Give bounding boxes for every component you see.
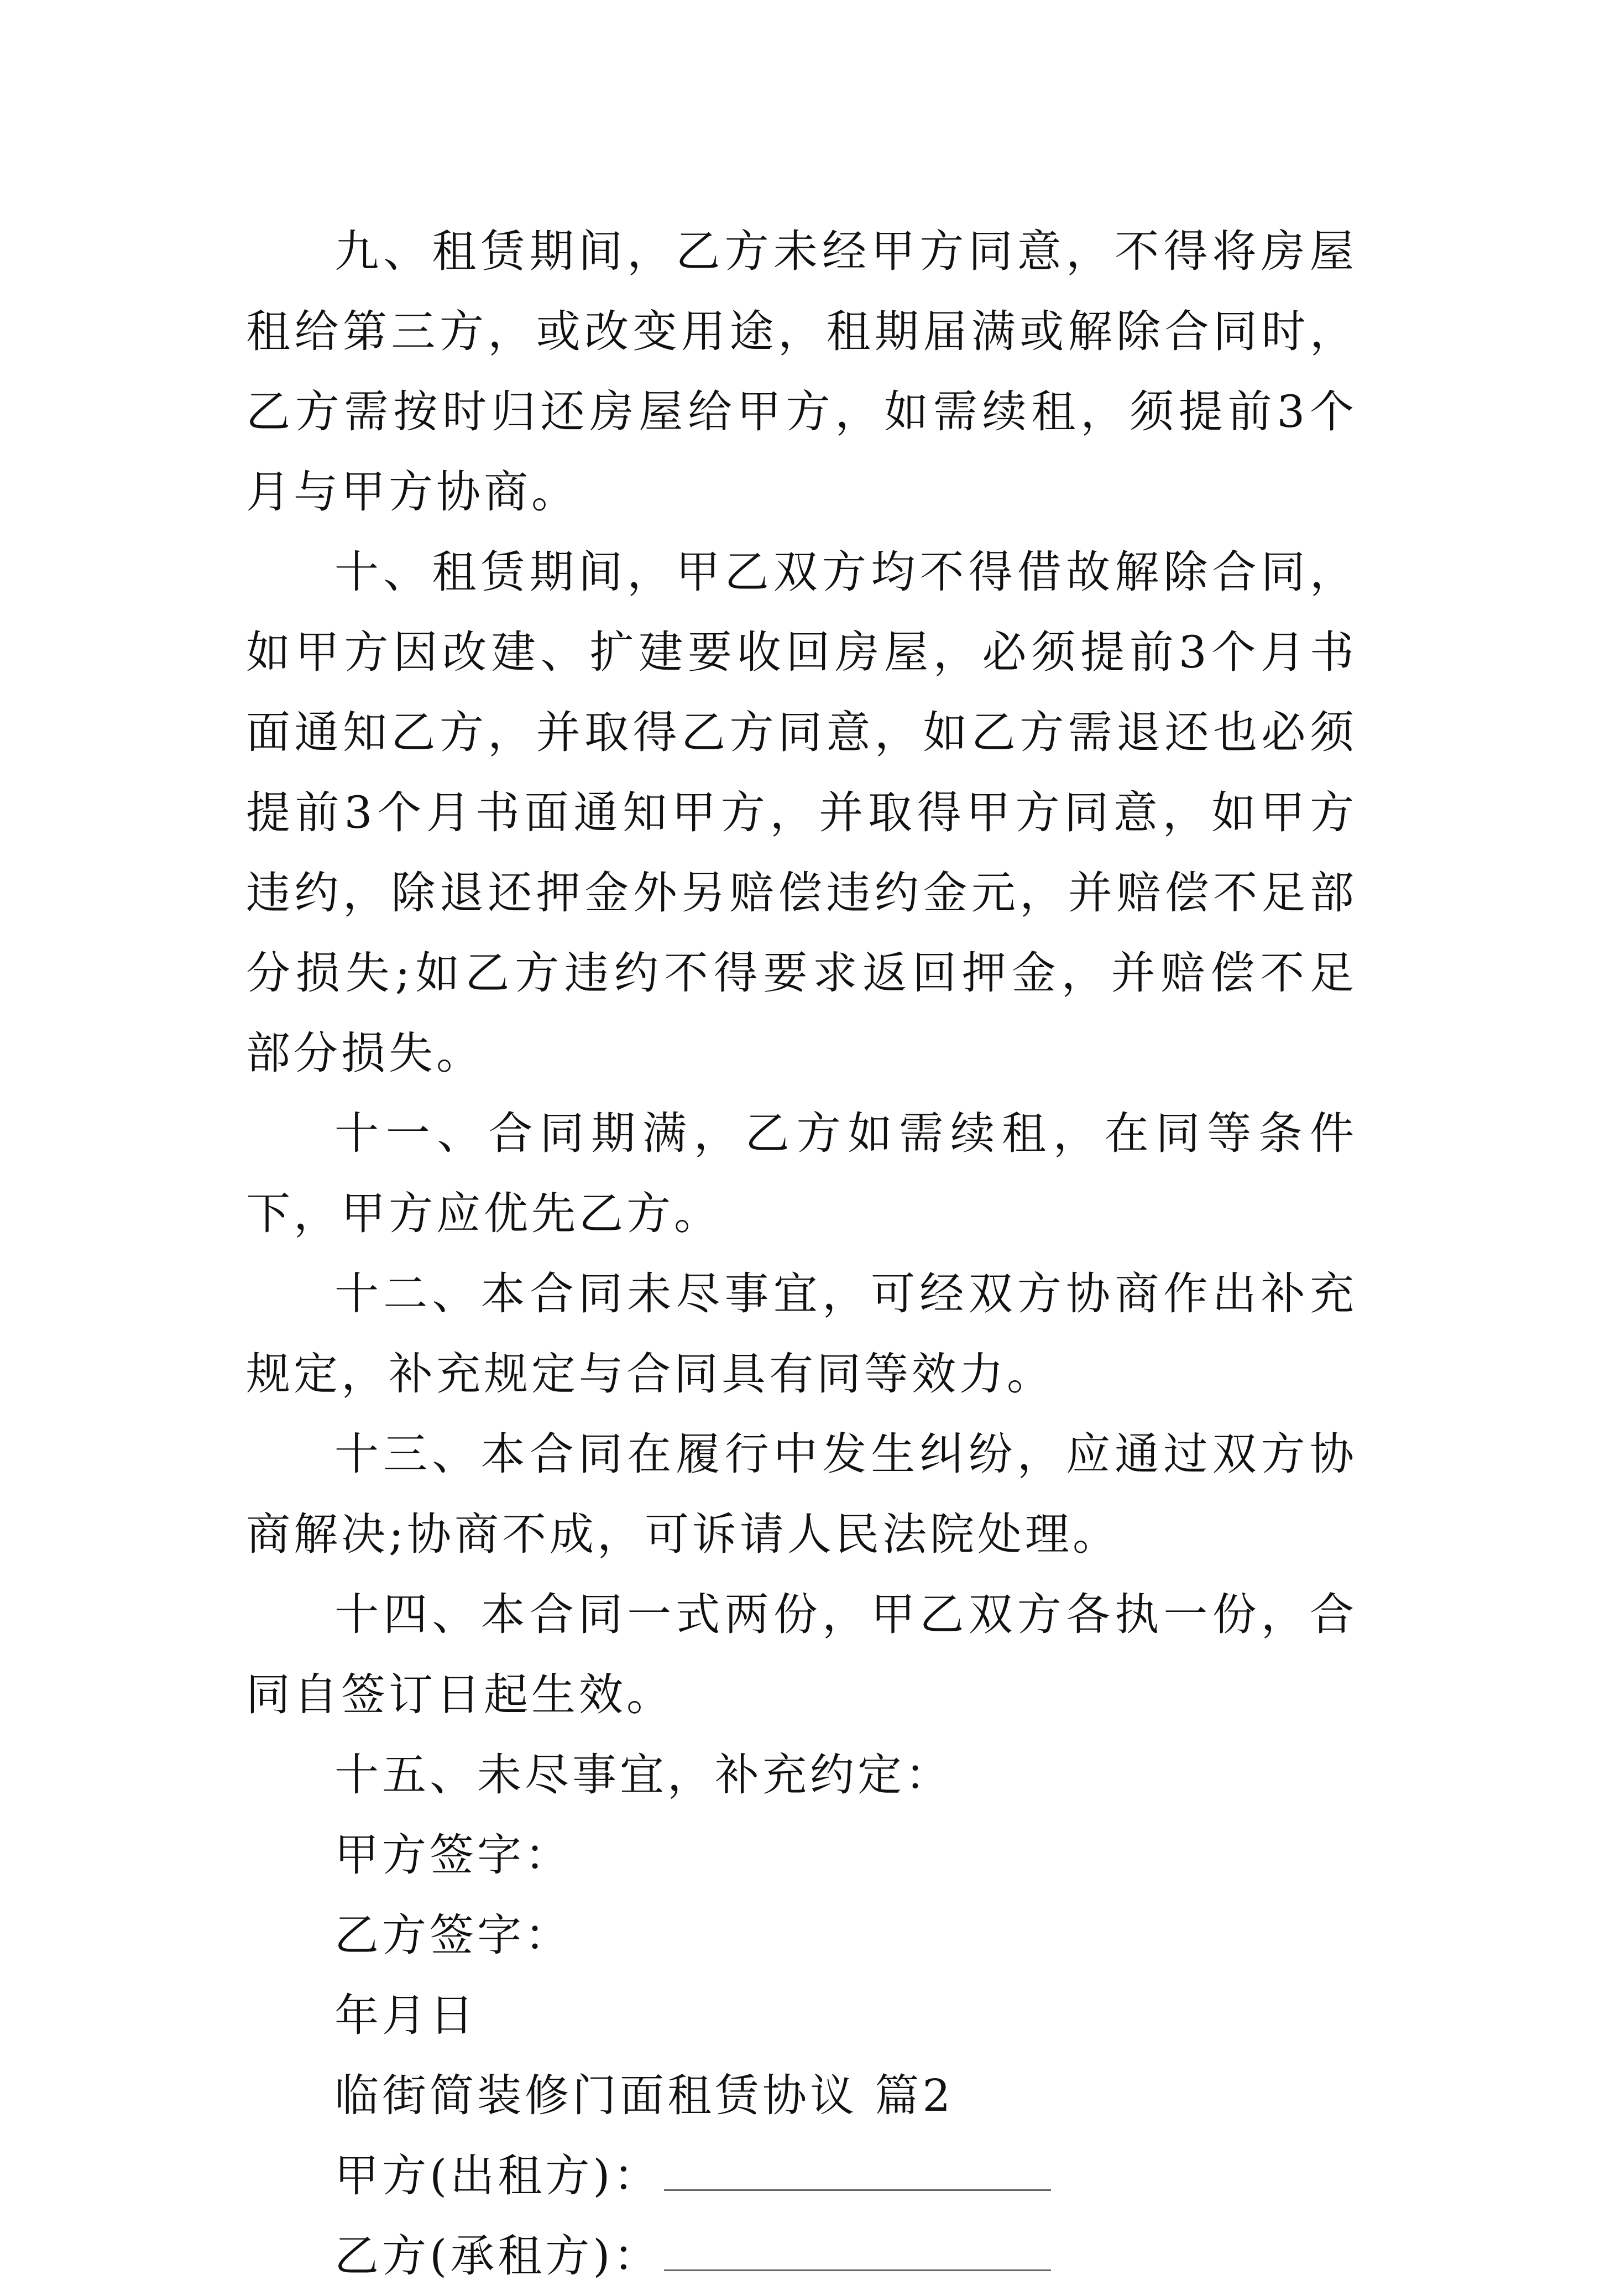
clause-13: 十三、本合同在履行中发生纠纷，应通过双方协商解决;协商不成，可诉请人民法院处理。 <box>246 1428 1357 1560</box>
lessee-line <box>246 2216 1357 2296</box>
lessor-line <box>246 2136 1357 2216</box>
clause-14: 十四、本合同一式两份，甲乙双方各执一份，合同自签订日起生效。 <box>246 1589 1357 1720</box>
lessee-blank-underline <box>664 2236 1051 2271</box>
party-a-signature-label: 甲方签字： <box>334 1829 572 1881</box>
clause-12: 十二、本合同未尽事宜，可经双方协商作出补充规定，补充规定与合同具有同等效力。 <box>246 1268 1357 1400</box>
clause-15: 十五、未尽事宜，补充约定： <box>334 1749 953 1801</box>
clause-11: 十一、合同期满，乙方如需续租，在同等条件下，甲方应优先乙方。 <box>246 1108 1357 1239</box>
clause-10: 十、租赁期间，甲乙双方均不得借故解除合同，如甲方因改建、扩建要收回房屋，必须提前3个月书面通知乙方，并取得乙方同意，如乙方需退还也必须提前3个月书面通知甲方，并取得甲方同意，如甲方违约，除退还押金外另赔偿违约金元，并赔偿不足部分损失;如乙方违约不得要求返回押金，并赔偿不足部分损失。 <box>246 546 1357 1079</box>
lessee-label: 乙方(承租方)： <box>334 2230 661 2282</box>
lessor-label: 甲方(出租方)： <box>334 2150 661 2201</box>
date-line: 年月日 <box>334 1990 477 2041</box>
section-title: 临街简装修门面租赁协议 篇2 <box>334 2070 954 2121</box>
clause-9: 九、租赁期间，乙方未经甲方同意，不得将房屋租给第三方，或改变用途，租期届满或解除合同时，乙方需按时归还房屋给甲方，如需续租，须提前3个月与甲方协商。 <box>246 226 1357 518</box>
lessor-blank-underline <box>664 2156 1051 2191</box>
party-b-signature-label: 乙方签字： <box>334 1909 572 1961</box>
document-body <box>246 211 1357 2296</box>
